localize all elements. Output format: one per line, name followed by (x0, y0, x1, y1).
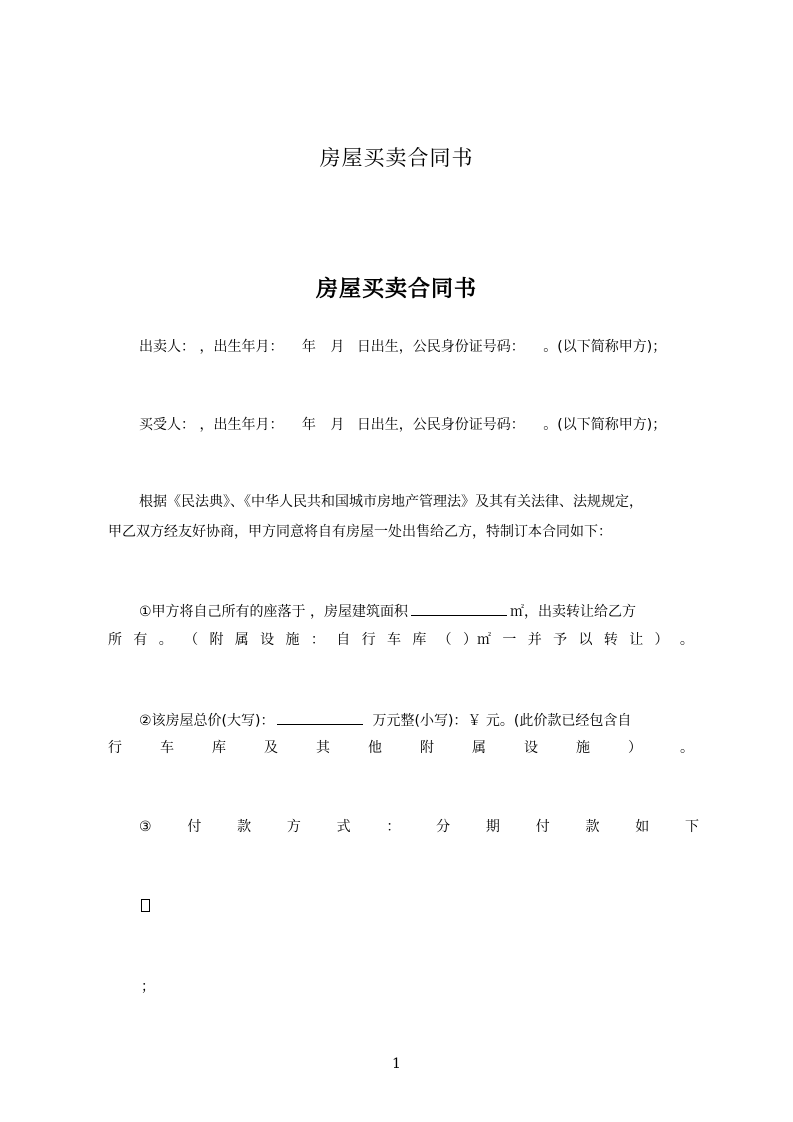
clause-2-char: 设 (524, 740, 538, 756)
trailing-semicolon: ； (141, 979, 155, 995)
buyer-label: 买受人： (139, 417, 195, 433)
clause-2-text-b: 万元整(小写)：￥ 元。(此价款已经包含自 (372, 713, 632, 729)
clause-2-char: 附 (420, 740, 434, 756)
buyer-birth-label: ，出生年月： (199, 417, 284, 433)
seller-born: 日出生，公民身份证号码： (356, 339, 525, 355)
clause-2-char: 车 (160, 740, 174, 756)
clause-3-char: 如 (635, 819, 650, 835)
clause-3-char: 下 (684, 819, 699, 835)
clause-2-char: 属 (472, 740, 486, 756)
preamble-line-2: 甲乙双方经友好协商，甲方同意将自有房屋一处出售给乙方，特制订本合同如下： (108, 524, 612, 540)
missing-glyph-box (141, 897, 150, 916)
clause-2-line-1 (139, 710, 631, 731)
clause-1-char: 。 (158, 632, 173, 648)
clause-3-char: 式 (336, 819, 351, 835)
clause-1-char: ）㎡ (463, 632, 492, 648)
clause-1-char: 。 (679, 632, 694, 648)
clause-3-char: 款 (237, 819, 252, 835)
clause-3-char: 分 (436, 819, 451, 835)
clause-1-char: 一 (502, 632, 517, 648)
clause-1-char: 并 (527, 632, 542, 648)
clause-1-char: 属 (234, 632, 249, 648)
clause-2-char: 库 (212, 740, 226, 756)
clause-2-char: 。 (680, 740, 694, 756)
clause-2-char: 施 (576, 740, 590, 756)
clause-1-char: 行 (361, 632, 376, 648)
buyer-suffix: 。(以下简称甲方)； (543, 417, 667, 433)
clause-1-char: 施 (285, 632, 300, 648)
clause-1-char: ） (654, 632, 669, 648)
clause-3-char: ③ (139, 819, 152, 835)
buyer-month: 月 (330, 417, 345, 433)
seller-suffix: 。(以下简称甲方)； (543, 339, 667, 355)
clause-3-char: 付 (535, 819, 550, 835)
area-blank (411, 601, 507, 616)
clause-2-text-a: ②该房屋总价(大写)： (139, 713, 275, 729)
placeholder-box-icon (141, 899, 150, 912)
clause-1-char: 予 (553, 632, 568, 648)
clause-1-char: 以 (578, 632, 593, 648)
clause-2-char: 及 (264, 740, 278, 756)
clause-1-char: （ (184, 632, 199, 648)
clause-1-char: 自 (336, 632, 351, 648)
clause-1-text-b: ㎡，出卖转让给乙方 (510, 604, 636, 620)
clause-3-char: 期 (485, 819, 500, 835)
clause-1-char: 让 (629, 632, 644, 648)
clause-1-char: 有 (133, 632, 148, 648)
buyer-line (139, 415, 666, 435)
page-header-title: 房屋买卖合同书 (319, 146, 474, 170)
clause-3-line (139, 817, 699, 837)
seller-label: 出卖人： (139, 339, 195, 355)
clause-1-line-2 (108, 630, 694, 650)
preamble-line-1: 根据《民法典》、《中华人民共和国城市房地产管理法》及其有关法律、法规规定， (139, 494, 643, 510)
buyer-born: 日出生，公民身份证号码： (356, 417, 525, 433)
clause-1-char: 附 (209, 632, 224, 648)
clause-2-char: 行 (108, 740, 122, 756)
clause-1-char: 库 (412, 632, 427, 648)
seller-month: 月 (330, 339, 345, 355)
price-blank (277, 710, 363, 725)
seller-year: 年 (301, 339, 316, 355)
clause-1-line-1 (139, 601, 636, 622)
clause-3-char: 付 (187, 819, 202, 835)
clause-1-char: ： (310, 632, 325, 648)
page-number: 1 (392, 1056, 401, 1072)
clause-2-line-2 (108, 738, 694, 758)
document-title: 房屋买卖合同书 (315, 277, 477, 302)
clause-1-text-a: ①甲方将自己所有的座落于 ，房屋建筑面积 (139, 604, 408, 620)
clause-2-char: 其 (316, 740, 330, 756)
clause-1-char: 转 (603, 632, 618, 648)
clause-1-char: 所 (108, 632, 122, 648)
clause-3-char: 方 (286, 819, 301, 835)
seller-birth-label: ，出生年月： (199, 339, 284, 355)
clause-3-char: 款 (585, 819, 600, 835)
seller-line (139, 337, 666, 357)
clause-2-char: 他 (368, 740, 382, 756)
clause-1-char: 设 (260, 632, 275, 648)
clause-2-char: ） (628, 740, 642, 756)
clause-1-char: 车 (386, 632, 401, 648)
clause-3-char: ： (386, 819, 401, 835)
buyer-year: 年 (301, 417, 316, 433)
clause-1-char: （ (437, 632, 452, 648)
